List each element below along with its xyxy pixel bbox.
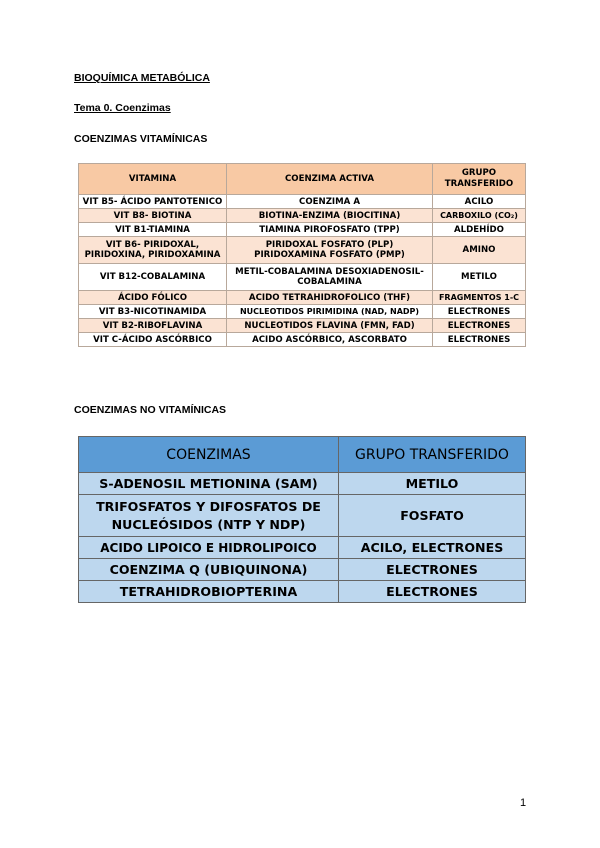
cell-grupo: METILO (339, 473, 526, 495)
cell-coenzima: PIRIDOXAL FOSFATO (PLP) PIRIDOXAMINA FOSFATO (PMP) (227, 237, 433, 264)
cell-coenzima: COENZIMA Q (UBIQUINONA) (79, 559, 339, 581)
cell-coenzima: ACIDO TETRAHIDROFOLICO (THF) (227, 291, 433, 305)
cell-coenzima: METIL-COBALAMINA DESOXIADENOSIL-COBALAMINA (227, 264, 433, 291)
cell-coenzima: TETRAHIDROBIOPTERINA (79, 581, 339, 603)
cell-coenzima: NUCLEOTIDOS PIRIMIDINA (NAD, NADP) (227, 305, 433, 319)
cell-coenzima: S-ADENOSIL METIONINA (SAM) (79, 473, 339, 495)
page-number: 1 (520, 797, 527, 809)
cell-vitamina: VIT B2-RIBOFLAVINA (79, 319, 227, 333)
table-row (79, 291, 526, 305)
cell-vitamina: VIT B3-NICOTINAMIDA (79, 305, 227, 319)
cell-grupo: ACILO (433, 195, 526, 209)
cell-vitamina: VIT B8- BIOTINA (79, 209, 227, 223)
table-row (79, 333, 526, 347)
table-row (79, 559, 526, 581)
cell-coenzima: TIAMINA PIROFOSFATO (TPP) (227, 223, 433, 237)
column-header-vitamina: VITAMINA (79, 164, 227, 195)
table-row (79, 209, 526, 223)
cell-vitamina: ÁCIDO FÓLICO (79, 291, 227, 305)
cell-vitamina: VIT B12-COBALAMINA (79, 264, 227, 291)
table-row (79, 223, 526, 237)
table-row (79, 305, 526, 319)
table-header-row (79, 164, 526, 195)
cell-grupo: FOSFATO (339, 495, 526, 537)
table-row (79, 473, 526, 495)
table-row (79, 195, 526, 209)
cell-coenzima: ACIDO ASCÓRBICO, ASCORBATO (227, 333, 433, 347)
cell-grupo: ALDEHÍDO (433, 223, 526, 237)
cell-grupo: ELECTRONES (433, 319, 526, 333)
table-header-row (79, 437, 526, 473)
cell-grupo: ELECTRONES (433, 333, 526, 347)
cell-grupo: ELECTRONES (433, 305, 526, 319)
document-topic: Tema 0. Coenzimas (74, 102, 171, 114)
column-header-coenzimas: COENZIMAS (79, 437, 339, 473)
vitaminic-coenzymes-table (78, 163, 526, 347)
cell-grupo: ACILO, ELECTRONES (339, 537, 526, 559)
cell-coenzima: BIOTINA-ENZIMA (BIOCITINA) (227, 209, 433, 223)
cell-vitamina: VIT B1-TIAMINA (79, 223, 227, 237)
cell-grupo: ELECTRONES (339, 581, 526, 603)
table-row (79, 319, 526, 333)
cell-coenzima: ACIDO LIPOICO E HIDROLIPOICO (79, 537, 339, 559)
cell-grupo: METILO (433, 264, 526, 291)
table-row (79, 264, 526, 291)
column-header-coenzima: COENZIMA ACTIVA (227, 164, 433, 195)
table-row (79, 581, 526, 603)
table-row (79, 237, 526, 264)
cell-coenzima: COENZIMA A (227, 195, 433, 209)
column-header-grupo: GRUPO TRANSFERIDO (433, 164, 526, 195)
cell-vitamina: VIT C-ÁCIDO ASCÓRBICO (79, 333, 227, 347)
cell-coenzima: NUCLEOTIDOS FLAVINA (FMN, FAD) (227, 319, 433, 333)
cell-grupo: FRAGMENTOS 1-C (433, 291, 526, 305)
column-header-grupo: GRUPO TRANSFERIDO (339, 437, 526, 473)
cell-vitamina: VIT B6- PIRIDOXAL, PIRIDOXINA, PIRIDOXAMINA (79, 237, 227, 264)
table-row (79, 495, 526, 537)
cell-grupo: AMINO (433, 237, 526, 264)
cell-coenzima: TRIFOSFATOS Y DIFOSFATOS DE NUCLEÓSIDOS (NTP Y NDP) (79, 495, 339, 537)
table-row (79, 537, 526, 559)
section-title-vitaminic: COENZIMAS VITAMÍNICAS (74, 133, 208, 145)
document-subject: BIOQUÍMICA METABÓLICA (74, 72, 210, 84)
cell-vitamina: VIT B5- ÁCIDO PANTOTENICO (79, 195, 227, 209)
section-title-nonvitaminic: COENZIMAS NO VITAMÍNICAS (74, 404, 227, 416)
cell-grupo: ELECTRONES (339, 559, 526, 581)
cell-grupo: CARBOXILO (CO₂) (433, 209, 526, 223)
nonvitaminic-coenzymes-table (78, 436, 526, 603)
